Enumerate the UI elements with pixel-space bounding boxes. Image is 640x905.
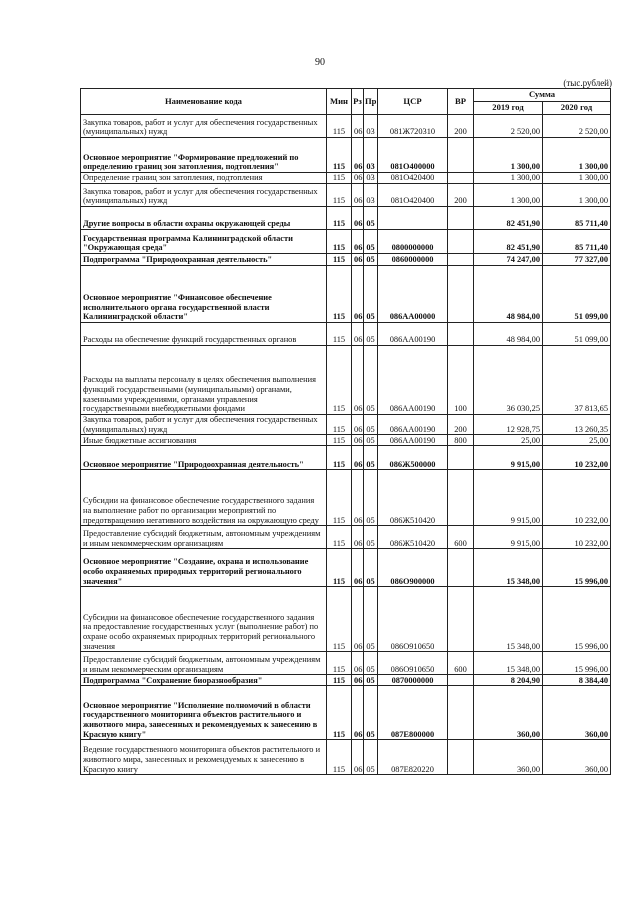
row-min: 115	[327, 415, 352, 435]
row-vr	[448, 138, 474, 173]
table-row	[81, 323, 611, 346]
row-name: Предоставление субсидий бюджетным, автономным учреждениям и иным некоммерческим организациям	[81, 526, 327, 549]
row-min: 115	[327, 115, 352, 138]
units-label: (тыс.рублей)	[563, 78, 612, 88]
table-row	[81, 115, 611, 138]
row-rz: 06	[352, 549, 364, 587]
row-name: Основное мероприятие "Формирование предложений по определению границ зон затопления, подтопления"	[81, 138, 327, 173]
row-rz: 06	[352, 526, 364, 549]
row-name: Основное мероприятие "Исполнение полномочий в области государственного мониторинга объектов растительного и животного мира, занесенных и рекомендуемых к занесению в Красную книгу"	[81, 686, 327, 740]
row-sum-2019: 8 204,90	[474, 675, 543, 686]
table-row	[81, 254, 611, 266]
row-csr: 081Ж720310	[378, 115, 448, 138]
row-rz: 06	[352, 686, 364, 740]
row-sum-2020: 360,00	[543, 686, 611, 740]
header-rz: Рз	[352, 89, 364, 115]
row-min: 115	[327, 470, 352, 526]
table-row	[81, 435, 611, 446]
row-rz: 06	[352, 138, 364, 173]
row-min: 115	[327, 686, 352, 740]
table-row	[81, 587, 611, 652]
row-rz: 06	[352, 470, 364, 526]
row-pr: 05	[364, 435, 378, 446]
table-row	[81, 230, 611, 254]
row-rz: 06	[352, 740, 364, 775]
row-name: Ведение государственного мониторинга объектов растительного и животного мира, занесенных и рекомендуемых к занесению в Красную книгу	[81, 740, 327, 775]
row-csr: 086Ж510420	[378, 526, 448, 549]
row-min: 115	[327, 675, 352, 686]
row-name: Субсидии на финансовое обеспечение государственного задания на выполнение работ по организации мероприятий по предотвращению негативного воздействия на окружающую среду	[81, 470, 327, 526]
row-min: 115	[327, 446, 352, 470]
row-vr	[448, 587, 474, 652]
table-row	[81, 184, 611, 207]
row-sum-2020: 13 260,35	[543, 415, 611, 435]
row-sum-2020: 10 232,00	[543, 470, 611, 526]
row-pr: 05	[364, 587, 378, 652]
row-csr: 086О910650	[378, 652, 448, 675]
row-sum-2019: 15 348,00	[474, 587, 543, 652]
row-pr: 03	[364, 115, 378, 138]
row-sum-2020: 15 996,00	[543, 549, 611, 587]
row-csr: 081О420400	[378, 173, 448, 184]
row-rz: 06	[352, 587, 364, 652]
table-row	[81, 446, 611, 470]
row-vr	[448, 446, 474, 470]
row-min: 115	[327, 323, 352, 346]
row-vr	[448, 230, 474, 254]
row-name: Другие вопросы в области охраны окружающей среды	[81, 207, 327, 230]
row-sum-2019: 360,00	[474, 686, 543, 740]
row-csr: 086АА00000	[378, 266, 448, 323]
row-sum-2019: 360,00	[474, 740, 543, 775]
table-row	[81, 526, 611, 549]
row-csr: 0870000000	[378, 675, 448, 686]
row-name: Закупка товаров, работ и услуг для обеспечения государственных (муниципальных) нужд	[81, 415, 327, 435]
row-name: Основное мероприятие "Финансовое обеспечение исполнительного органа государственной власти Калининградской области"	[81, 266, 327, 323]
row-csr: 086О900000	[378, 549, 448, 587]
row-pr: 05	[364, 675, 378, 686]
row-csr: 086АА00190	[378, 435, 448, 446]
table-body	[81, 115, 611, 775]
row-sum-2020: 15 996,00	[543, 587, 611, 652]
row-sum-2020: 25,00	[543, 435, 611, 446]
row-pr: 03	[364, 173, 378, 184]
row-vr	[448, 323, 474, 346]
header-vr: ВР	[448, 89, 474, 115]
row-rz: 06	[352, 323, 364, 346]
row-sum-2019: 15 348,00	[474, 549, 543, 587]
row-csr: 086Ж510420	[378, 470, 448, 526]
header-name: Наименование кода	[81, 89, 327, 115]
row-sum-2020: 1 300,00	[543, 138, 611, 173]
row-min: 115	[327, 435, 352, 446]
header-pr: Пр	[364, 89, 378, 115]
row-sum-2020: 10 232,00	[543, 526, 611, 549]
row-sum-2019: 9 915,00	[474, 526, 543, 549]
row-sum-2019: 2 520,00	[474, 115, 543, 138]
table-row	[81, 207, 611, 230]
row-rz: 06	[352, 254, 364, 266]
row-rz: 06	[352, 435, 364, 446]
row-pr: 03	[364, 184, 378, 207]
table-row	[81, 549, 611, 587]
row-name: Основное мероприятие "Природоохранная деятельность"	[81, 446, 327, 470]
row-sum-2020: 37 813,65	[543, 346, 611, 415]
row-name: Расходы на выплаты персоналу в целях обеспечения выполнения функций государственными (муниципальными) органами, казенными учреждениями, органами управления государственными внебюджетными фондами	[81, 346, 327, 415]
row-csr: 086АА00190	[378, 346, 448, 415]
row-csr	[378, 207, 448, 230]
row-name: Закупка товаров, работ и услуг для обеспечения государственных (муниципальных) нужд	[81, 184, 327, 207]
row-vr	[448, 207, 474, 230]
row-min: 115	[327, 184, 352, 207]
row-sum-2019: 15 348,00	[474, 652, 543, 675]
table-row	[81, 415, 611, 435]
row-pr: 05	[364, 686, 378, 740]
row-sum-2020: 85 711,40	[543, 230, 611, 254]
row-sum-2019: 1 300,00	[474, 184, 543, 207]
row-rz: 06	[352, 415, 364, 435]
row-vr: 800	[448, 435, 474, 446]
row-rz: 06	[352, 207, 364, 230]
budget-table	[80, 88, 611, 775]
row-sum-2019: 1 300,00	[474, 173, 543, 184]
row-sum-2020: 2 520,00	[543, 115, 611, 138]
row-sum-2020: 85 711,40	[543, 207, 611, 230]
row-sum-2019: 12 928,75	[474, 415, 543, 435]
row-rz: 06	[352, 652, 364, 675]
table-row	[81, 346, 611, 415]
row-name: Определение границ зон затопления, подтопления	[81, 173, 327, 184]
row-vr: 200	[448, 184, 474, 207]
header-csr: ЦСР	[378, 89, 448, 115]
row-csr: 086Ж500000	[378, 446, 448, 470]
row-pr: 05	[364, 526, 378, 549]
row-rz: 06	[352, 266, 364, 323]
row-sum-2019: 82 451,90	[474, 207, 543, 230]
row-vr: 100	[448, 346, 474, 415]
row-sum-2019: 36 030,25	[474, 346, 543, 415]
row-pr: 05	[364, 254, 378, 266]
row-sum-2019: 9 915,00	[474, 446, 543, 470]
row-vr: 200	[448, 115, 474, 138]
row-vr	[448, 266, 474, 323]
row-csr: 0860000000	[378, 254, 448, 266]
row-vr	[448, 675, 474, 686]
row-min: 115	[327, 652, 352, 675]
row-pr: 05	[364, 230, 378, 254]
header-year-2019: 2019 год	[474, 102, 543, 115]
row-sum-2019: 25,00	[474, 435, 543, 446]
row-min: 115	[327, 207, 352, 230]
row-csr: 081О420400	[378, 184, 448, 207]
row-sum-2020: 77 327,00	[543, 254, 611, 266]
row-sum-2020: 8 384,40	[543, 675, 611, 686]
row-pr: 05	[364, 323, 378, 346]
row-name: Подпрограмма "Природоохранная деятельность"	[81, 254, 327, 266]
row-sum-2019: 82 451,90	[474, 230, 543, 254]
row-vr	[448, 549, 474, 587]
row-min: 115	[327, 526, 352, 549]
row-rz: 06	[352, 173, 364, 184]
row-min: 115	[327, 587, 352, 652]
table-row	[81, 740, 611, 775]
row-rz: 06	[352, 446, 364, 470]
row-min: 115	[327, 230, 352, 254]
row-min: 115	[327, 173, 352, 184]
header-min: Мин	[327, 89, 352, 115]
row-pr: 05	[364, 207, 378, 230]
row-name: Подпрограмма "Сохранение биоразнообразия"	[81, 675, 327, 686]
row-sum-2020: 1 300,00	[543, 173, 611, 184]
row-rz: 06	[352, 230, 364, 254]
row-rz: 06	[352, 346, 364, 415]
table-row	[81, 266, 611, 323]
row-csr: 0800000000	[378, 230, 448, 254]
row-min: 115	[327, 346, 352, 415]
row-vr: 600	[448, 652, 474, 675]
row-vr	[448, 254, 474, 266]
row-name: Предоставление субсидий бюджетным, автономным учреждениям и иным некоммерческим организациям	[81, 652, 327, 675]
row-min: 115	[327, 254, 352, 266]
row-sum-2019: 1 300,00	[474, 138, 543, 173]
row-csr: 087Е820220	[378, 740, 448, 775]
row-min: 115	[327, 549, 352, 587]
row-sum-2019: 9 915,00	[474, 470, 543, 526]
row-sum-2019: 74 247,00	[474, 254, 543, 266]
row-pr: 03	[364, 138, 378, 173]
row-vr	[448, 740, 474, 775]
row-sum-2020: 15 996,00	[543, 652, 611, 675]
row-pr: 05	[364, 446, 378, 470]
row-name: Закупка товаров, работ и услуг для обеспечения государственных (муниципальных) нужд	[81, 115, 327, 138]
row-sum-2019: 48 984,00	[474, 323, 543, 346]
table-row	[81, 686, 611, 740]
row-sum-2020: 1 300,00	[543, 184, 611, 207]
row-csr: 087Е800000	[378, 686, 448, 740]
row-rz: 06	[352, 675, 364, 686]
row-csr: 086АА00190	[378, 415, 448, 435]
row-vr	[448, 470, 474, 526]
header-sum: Сумма	[474, 89, 611, 102]
row-name: Субсидии на финансовое обеспечение государственного задания на предоставление государственных услуг (выполнение работ) по охране особо охраняемых природных территорий регионального значения	[81, 587, 327, 652]
row-csr: 086АА00190	[378, 323, 448, 346]
row-min: 115	[327, 138, 352, 173]
row-csr: 081О400000	[378, 138, 448, 173]
row-vr: 200	[448, 415, 474, 435]
row-pr: 05	[364, 415, 378, 435]
row-vr: 600	[448, 526, 474, 549]
row-pr: 05	[364, 549, 378, 587]
table-row	[81, 138, 611, 173]
row-sum-2020: 51 099,00	[543, 266, 611, 323]
row-min: 115	[327, 266, 352, 323]
row-sum-2020: 51 099,00	[543, 323, 611, 346]
row-pr: 05	[364, 652, 378, 675]
row-vr	[448, 686, 474, 740]
row-vr	[448, 173, 474, 184]
table-row	[81, 675, 611, 686]
row-name: Расходы на обеспечение функций государственных органов	[81, 323, 327, 346]
row-csr: 086О910650	[378, 587, 448, 652]
row-pr: 05	[364, 740, 378, 775]
row-sum-2019: 48 984,00	[474, 266, 543, 323]
row-sum-2020: 360,00	[543, 740, 611, 775]
table-row	[81, 173, 611, 184]
row-sum-2020: 10 232,00	[543, 446, 611, 470]
row-min: 115	[327, 740, 352, 775]
table-row	[81, 652, 611, 675]
page-number: 90	[315, 57, 325, 68]
header-year-2020: 2020 год	[543, 102, 611, 115]
row-rz: 06	[352, 184, 364, 207]
row-name: Основное мероприятие "Создание, охрана и использование особо охраняемых природных территорий регионального значения"	[81, 549, 327, 587]
table-row	[81, 470, 611, 526]
row-pr: 05	[364, 266, 378, 323]
row-pr: 05	[364, 346, 378, 415]
row-pr: 05	[364, 470, 378, 526]
row-name: Иные бюджетные ассигнования	[81, 435, 327, 446]
row-rz: 06	[352, 115, 364, 138]
row-name: Государственная программа Калининградской области "Окружающая среда"	[81, 230, 327, 254]
